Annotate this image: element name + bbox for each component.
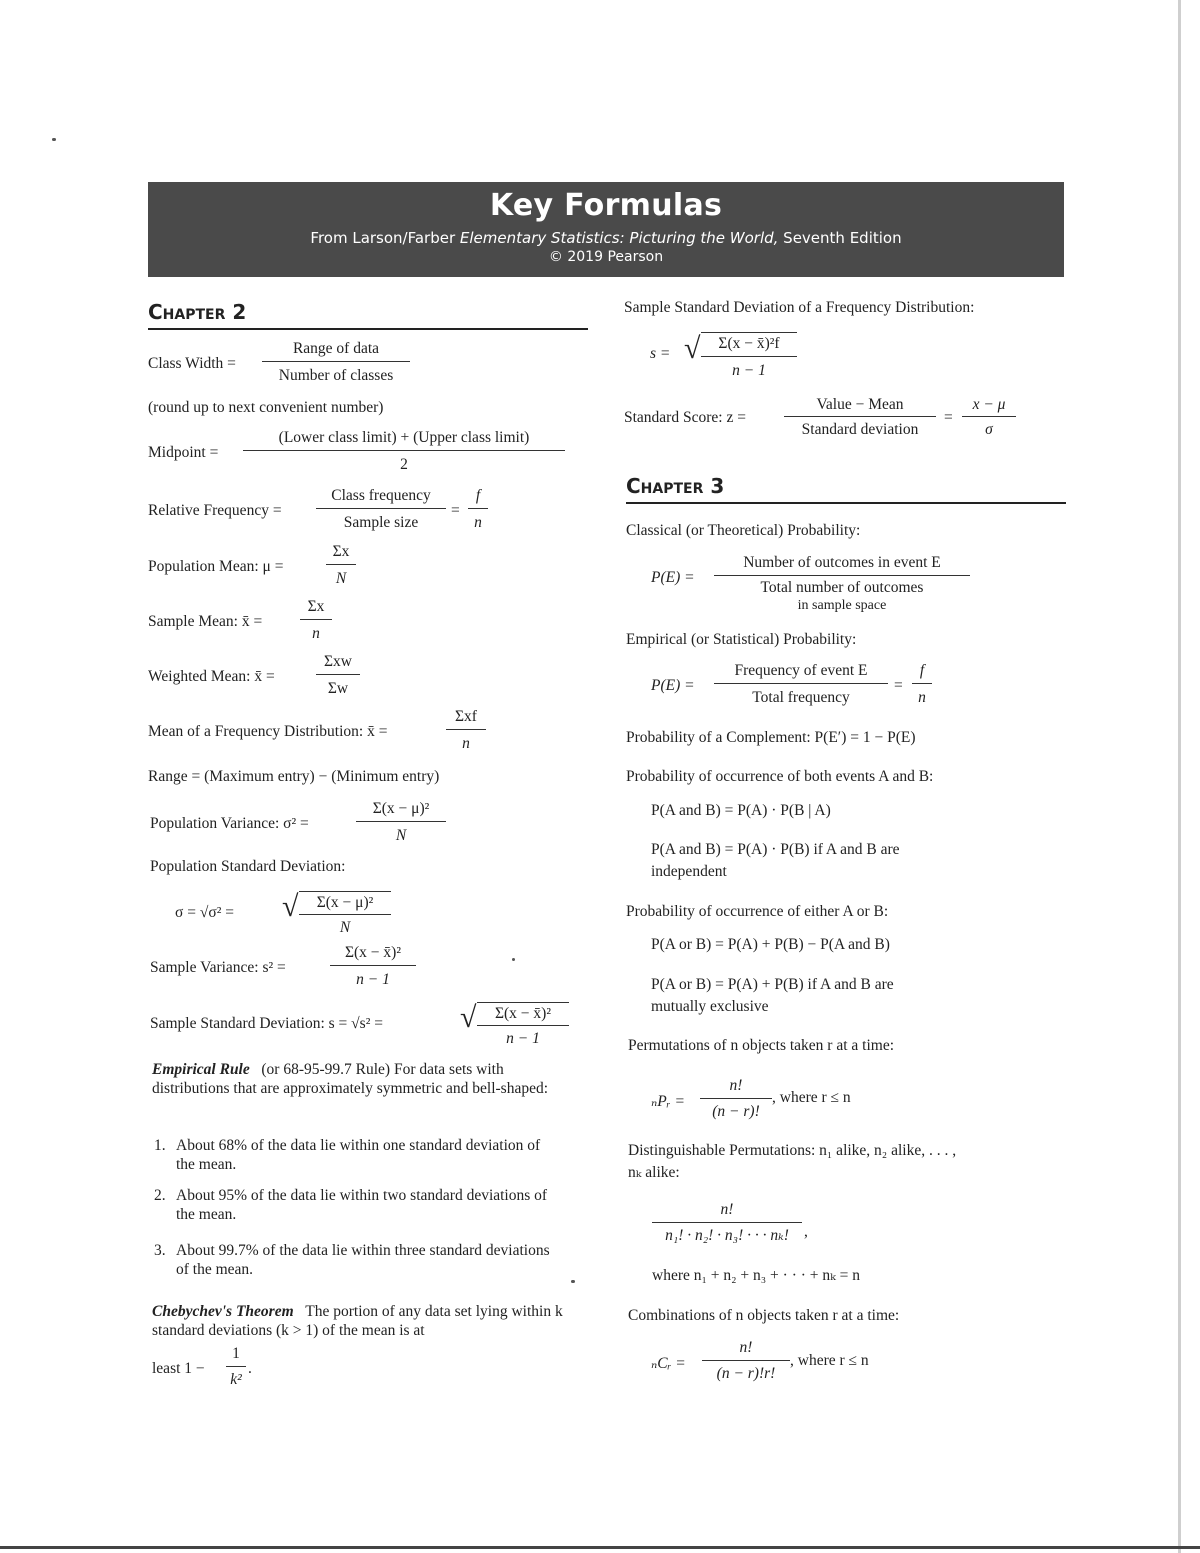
scan-speck: [512, 958, 515, 961]
class-width-num: Range of data: [292, 340, 380, 357]
chebychev-end: .: [248, 1360, 252, 1377]
combinations-num: n!: [739, 1339, 753, 1356]
page-edge: [0, 1546, 1200, 1549]
chebychev-num: 1: [232, 1345, 240, 1362]
either-formula-2: P(A or B) = P(A) + P(B) if A and B are: [651, 976, 894, 993]
empirical-num: Frequency of event E: [734, 662, 868, 679]
freq-sd-label: Sample Standard Deviation of a Frequency Distribution:: [624, 299, 975, 316]
rel-freq-den: Sample size: [343, 514, 419, 531]
fraction-bar: [316, 508, 446, 509]
chebychev-theorem: [152, 1302, 577, 1340]
classical-den2: in sample space: [797, 598, 887, 613]
rel-freq-num: Class frequency: [331, 487, 431, 504]
permutations-lhs: ₙPᵣ =: [651, 1093, 685, 1110]
list-item: About 68% of the data lie within one standard deviation of the mean.: [176, 1137, 541, 1173]
fraction-bar: [262, 361, 410, 362]
pop-mean-label: Population Mean: μ =: [148, 558, 284, 575]
fraction-bar: [652, 1222, 802, 1223]
empirical-rule-title: Empirical Rule: [152, 1061, 250, 1078]
sample-mean-num: Σx: [307, 598, 325, 615]
fraction-bar: [300, 619, 332, 620]
combinations-label: Combinations of n objects taken r at a time:: [628, 1307, 900, 1324]
edition: Seventh Edition: [778, 229, 902, 247]
fraction-bar: [714, 575, 970, 576]
fraction-bar: [784, 416, 936, 417]
freq-sd-lhs: s =: [650, 345, 671, 362]
radical-bar: [701, 332, 797, 333]
page-edge: [1178, 0, 1181, 1553]
midpoint-label: Midpoint =: [148, 444, 219, 461]
book-title: Elementary Statistics: Picturing the World,: [459, 229, 779, 247]
fraction-bar: [226, 1366, 246, 1367]
both-formula-2b: independent: [651, 863, 727, 880]
std-score-eq: =: [944, 409, 953, 426]
chebychev-least: least 1 −: [152, 1360, 205, 1377]
pop-sd-den: N: [339, 919, 351, 936]
pop-var-den: N: [395, 827, 407, 844]
freq-mean-den: n: [462, 735, 470, 752]
chebychev-den: k²: [230, 1371, 242, 1388]
distinguishable-label-2: nₖ alike:: [628, 1164, 680, 1181]
list-item: About 95% of the data lie within two standard deviations of the mean.: [176, 1187, 548, 1223]
empirical-label: Empirical (or Statistical) Probability:: [626, 631, 857, 648]
weighted-mean-den: Σw: [327, 680, 349, 697]
combinations-where: , where r ≤ n: [790, 1352, 869, 1369]
permutations-den: (n − r)!: [712, 1103, 760, 1120]
list-item-number: 1.: [154, 1137, 166, 1154]
list-item-number: 3.: [154, 1242, 166, 1259]
fraction-bar: [243, 450, 565, 451]
class-width-label: Class Width =: [148, 355, 236, 372]
radical-bar: [477, 1002, 569, 1003]
empirical-rule-intro: (or 68-95-99.7 Rule) For data sets with distributions that are approximately symmetric and bell-shaped:: [152, 1061, 549, 1097]
classical-lhs: P(E) =: [651, 569, 695, 586]
std-score-den2: σ: [985, 421, 993, 438]
scan-speck: [52, 138, 56, 141]
fraction-bar: [701, 356, 797, 357]
pop-var-label: Population Variance: σ² =: [150, 815, 309, 832]
sample-var-label: Sample Variance: s² =: [150, 959, 286, 976]
complement-formula: Probability of a Complement: P(E′) = 1 − P(E): [626, 729, 916, 746]
list-item: About 99.7% of the data lie within three standard deviations of the mean.: [176, 1242, 550, 1278]
empirical-den: Total frequency: [752, 689, 850, 706]
distinguishable-num: n!: [720, 1201, 734, 1218]
either-label: Probability of occurrence of either A or B:: [626, 903, 889, 920]
sample-sd-num: Σ(x − x̄)²: [495, 1005, 551, 1022]
distinguishable-den: n₁! · n₂! · n₃! · · · nₖ!: [665, 1227, 789, 1244]
fraction-bar: [356, 821, 446, 822]
fraction-bar: [326, 564, 356, 565]
chebychev-text: The portion of any data set lying within k standard deviations (k > 1) of the mean is at: [152, 1303, 563, 1339]
class-width-den: Number of classes: [278, 367, 394, 384]
pop-sd-num: Σ(x − μ)²: [316, 894, 374, 911]
classical-den: Total number of outcomes: [760, 579, 924, 596]
combinations-lhs: ₙCᵣ =: [651, 1355, 686, 1372]
weighted-mean-label: Weighted Mean: x̄ =: [148, 668, 275, 685]
radical-bar: [299, 891, 391, 892]
empirical-num2: f: [919, 662, 925, 679]
fraction-bar: [714, 683, 888, 684]
pop-sd-lhs: σ = √σ² =: [175, 904, 234, 921]
distinguishable-comma: ,: [804, 1223, 808, 1240]
permutations-where: , where r ≤ n: [772, 1089, 851, 1106]
std-score-num2: x − μ: [972, 396, 1006, 413]
source-prefix: From Larson/Farber: [310, 229, 460, 247]
fraction-bar: [477, 1025, 569, 1026]
radical-icon: √: [460, 1001, 477, 1034]
sample-sd-label: Sample Standard Deviation: s = √s² =: [150, 1015, 383, 1032]
both-formula-1: P(A and B) = P(A) · P(B | A): [651, 802, 831, 819]
weighted-mean-num: Σxw: [324, 653, 352, 670]
combinations-den: (n − r)!r!: [716, 1365, 776, 1382]
permutations-num: n!: [729, 1077, 743, 1094]
freq-sd-num: Σ(x − x̄)²f: [718, 335, 780, 352]
pop-sd-label: Population Standard Deviation:: [150, 858, 346, 875]
range-formula: Range = (Maximum entry) − (Minimum entry): [148, 768, 440, 785]
page-title: Key Formulas: [489, 188, 723, 223]
midpoint-num: (Lower class limit) + (Upper class limit): [278, 429, 530, 446]
midpoint-den: 2: [400, 456, 408, 473]
permutations-label: Permutations of n objects taken r at a time:: [628, 1037, 895, 1054]
source-line: [148, 229, 1064, 247]
rel-freq-eq: =: [451, 502, 460, 519]
sample-mean-den: n: [312, 625, 320, 642]
freq-mean-num: Σxf: [455, 708, 477, 725]
distinguishable-label: Distinguishable Permutations: n₁ alike, n₂ alike, . . . ,: [628, 1142, 957, 1159]
both-label: Probability of occurrence of both events A and B:: [626, 768, 934, 785]
pop-mean-den: N: [335, 570, 347, 587]
chebychev-title: Chebychev's Theorem: [152, 1303, 294, 1320]
list-item-number: 2.: [154, 1187, 166, 1204]
sample-sd-den: n − 1: [506, 1030, 540, 1047]
pop-var-num: Σ(x − μ)²: [372, 800, 430, 817]
class-width-note: (round up to next convenient number): [148, 399, 384, 416]
freq-mean-label: Mean of a Frequency Distribution: x̄ =: [148, 723, 388, 740]
rel-freq-label: Relative Frequency =: [148, 502, 282, 519]
sample-var-den: n − 1: [356, 971, 390, 988]
copyright: © 2019 Pearson: [548, 249, 664, 265]
sample-var-num: Σ(x − x̄)²: [345, 944, 401, 961]
fraction-bar: [912, 683, 932, 684]
radical-icon: √: [282, 890, 299, 923]
radical-icon: √: [684, 332, 701, 365]
fraction-bar: [316, 674, 360, 675]
both-formula-2: P(A and B) = P(A) · P(B) if A and B are: [651, 841, 900, 858]
std-score-num: Value − Mean: [816, 396, 904, 413]
fraction-bar: [700, 1098, 772, 1099]
chapter-3-heading: Chapter 3: [626, 474, 1066, 504]
pop-mean-num: Σx: [332, 543, 350, 560]
header-banner: [148, 182, 1064, 277]
classical-label: Classical (or Theoretical) Probability:: [626, 522, 861, 539]
rel-freq-num2: f: [475, 487, 481, 504]
fraction-bar: [446, 729, 486, 730]
scan-speck: [571, 1280, 575, 1283]
freq-sd-den: n − 1: [732, 362, 766, 379]
either-formula-1: P(A or B) = P(A) + P(B) − P(A and B): [651, 936, 890, 953]
empirical-rule: [152, 1060, 570, 1098]
classical-num: Number of outcomes in event E: [743, 554, 941, 571]
fraction-bar: [330, 965, 416, 966]
distinguishable-where: where n₁ + n₂ + n₃ + · · · + nₖ = n: [652, 1267, 861, 1284]
fraction-bar: [702, 1360, 790, 1361]
empirical-den2: n: [918, 689, 926, 706]
sample-mean-label: Sample Mean: x̄ =: [148, 613, 263, 630]
rel-freq-den2: n: [474, 514, 482, 531]
fraction-bar: [962, 416, 1016, 417]
std-score-den: Standard deviation: [801, 421, 919, 438]
fraction-bar: [299, 914, 391, 915]
either-formula-2b: mutually exclusive: [651, 998, 769, 1015]
empirical-eq: =: [894, 677, 903, 694]
fraction-bar: [468, 508, 488, 509]
chapter-2-heading: Chapter 2: [148, 300, 588, 330]
empirical-lhs: P(E) =: [651, 677, 695, 694]
std-score-label: Standard Score: z =: [624, 409, 746, 426]
